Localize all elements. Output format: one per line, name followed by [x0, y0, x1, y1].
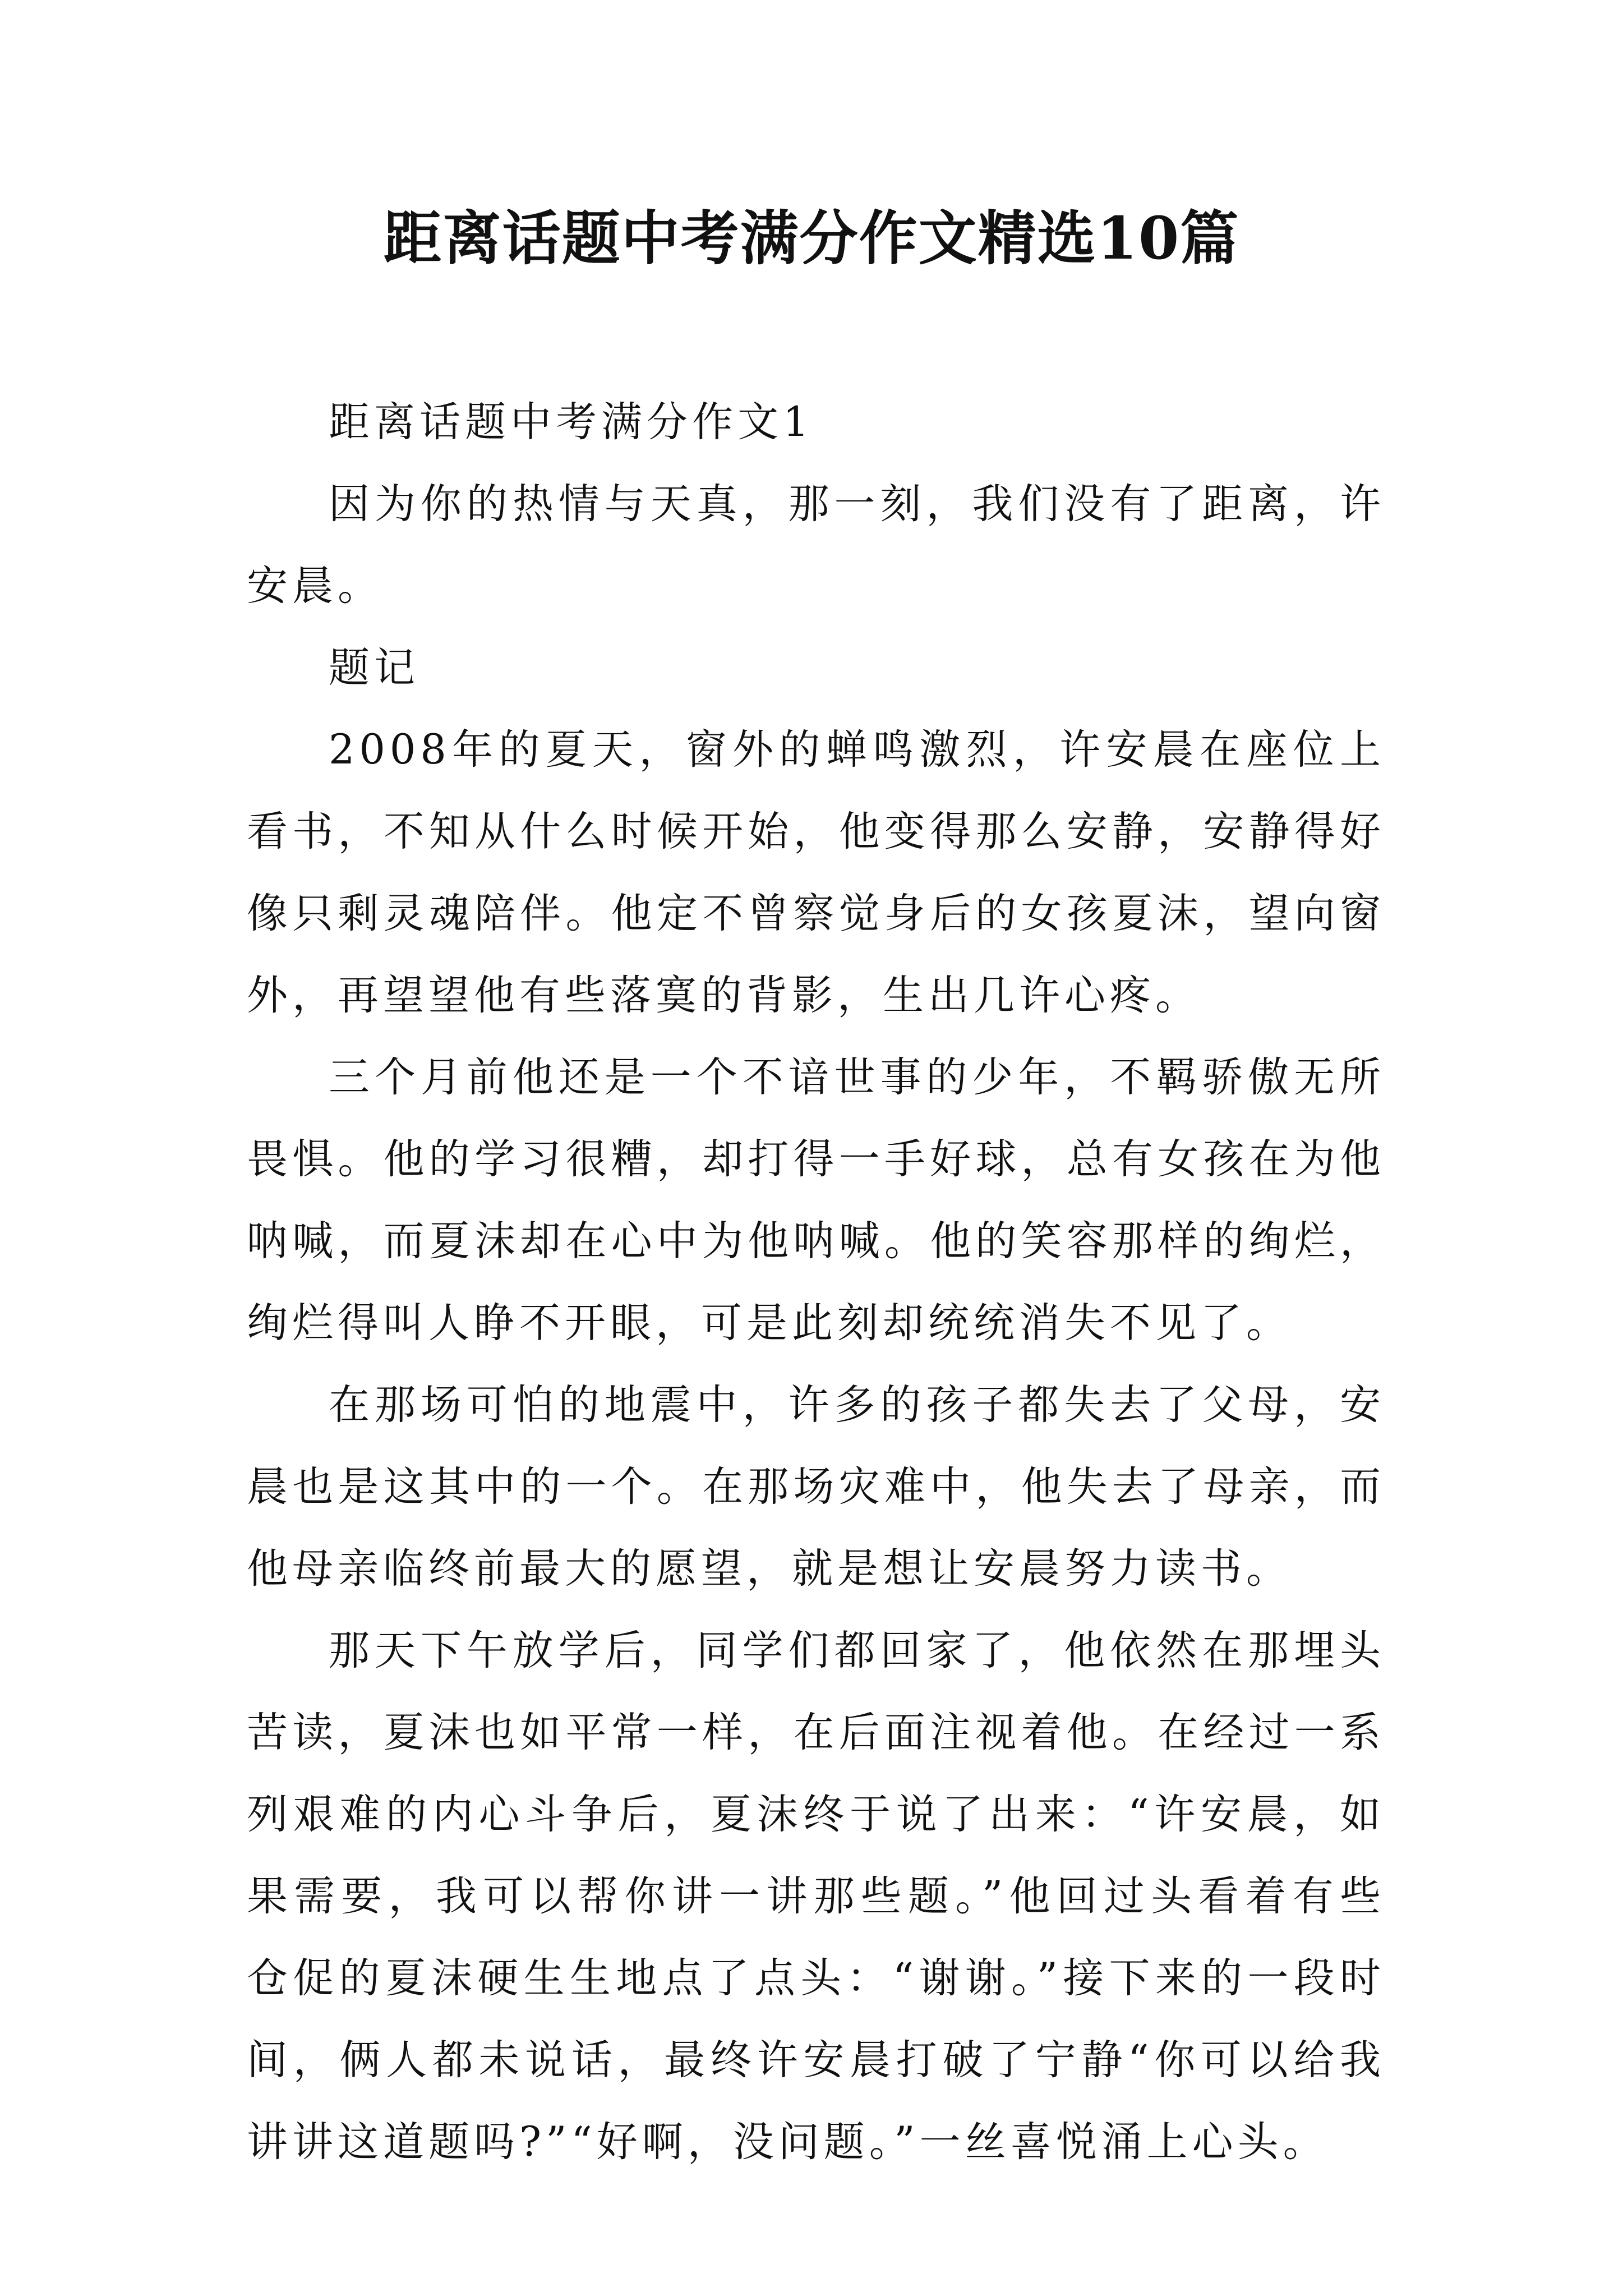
body-paragraph: 在那场可怕的地震中，许多的孩子都失去了父母，安晨也是这其中的一个。在那场灾难中，他失去了母亲，而他母亲临终前最大的愿望，就是想让安晨努力读书。 [247, 1381, 1385, 1593]
epigraph-label: 题记 [329, 644, 419, 692]
body-paragraph: 2008年的夏天，窗外的蝉鸣激烈，许安晨在座位上看书，不知从什么时候开始，他变得那么安静，安静得好像只剩灵魂陪伴。他定不曾察觉身后的女孩夏沫，望向窗外，再望望他有些落寞的背影，生出几许心疼。 [247, 726, 1385, 1019]
body-paragraph: 三个月前他还是一个不谙世事的少年，不羁骄傲无所畏惧。他的学习很糟，却打得一手好球，总有女孩在为他呐喊，而夏沫却在心中为他呐喊。他的笑容那样的绚烂，绚烂得叫人睁不开眼，可是此刻却统统消失不见了。 [247, 1053, 1385, 1347]
essay-heading: 距离话题中考满分作文1 [329, 398, 814, 446]
document-title: 距离话题中考满分作文精选10篇 [383, 204, 1240, 273]
document-body [247, 381, 1385, 2183]
body-paragraph: 那天下午放学后，同学们都回家了，他依然在那埋头苦读，夏沫也如平常一样，在后面注视着他。在经过一系列艰难的内心斗争后，夏沫终于说了出来：“许安晨，如果需要，我可以帮你讲一讲那些题。”他回过头看着有些仓促的夏沫硬生生地点了点头：“谢谢。”接下来的一段时间，俩人都未说话，最终许安晨打破了宁静“你可以给我讲讲这道题吗?”“好啊，没问题。”一丝喜悦涌上心头。 [247, 1627, 1385, 2166]
epigraph: 因为你的热情与天真，那一刻，我们没有了距离，许安晨。 [247, 480, 1385, 610]
